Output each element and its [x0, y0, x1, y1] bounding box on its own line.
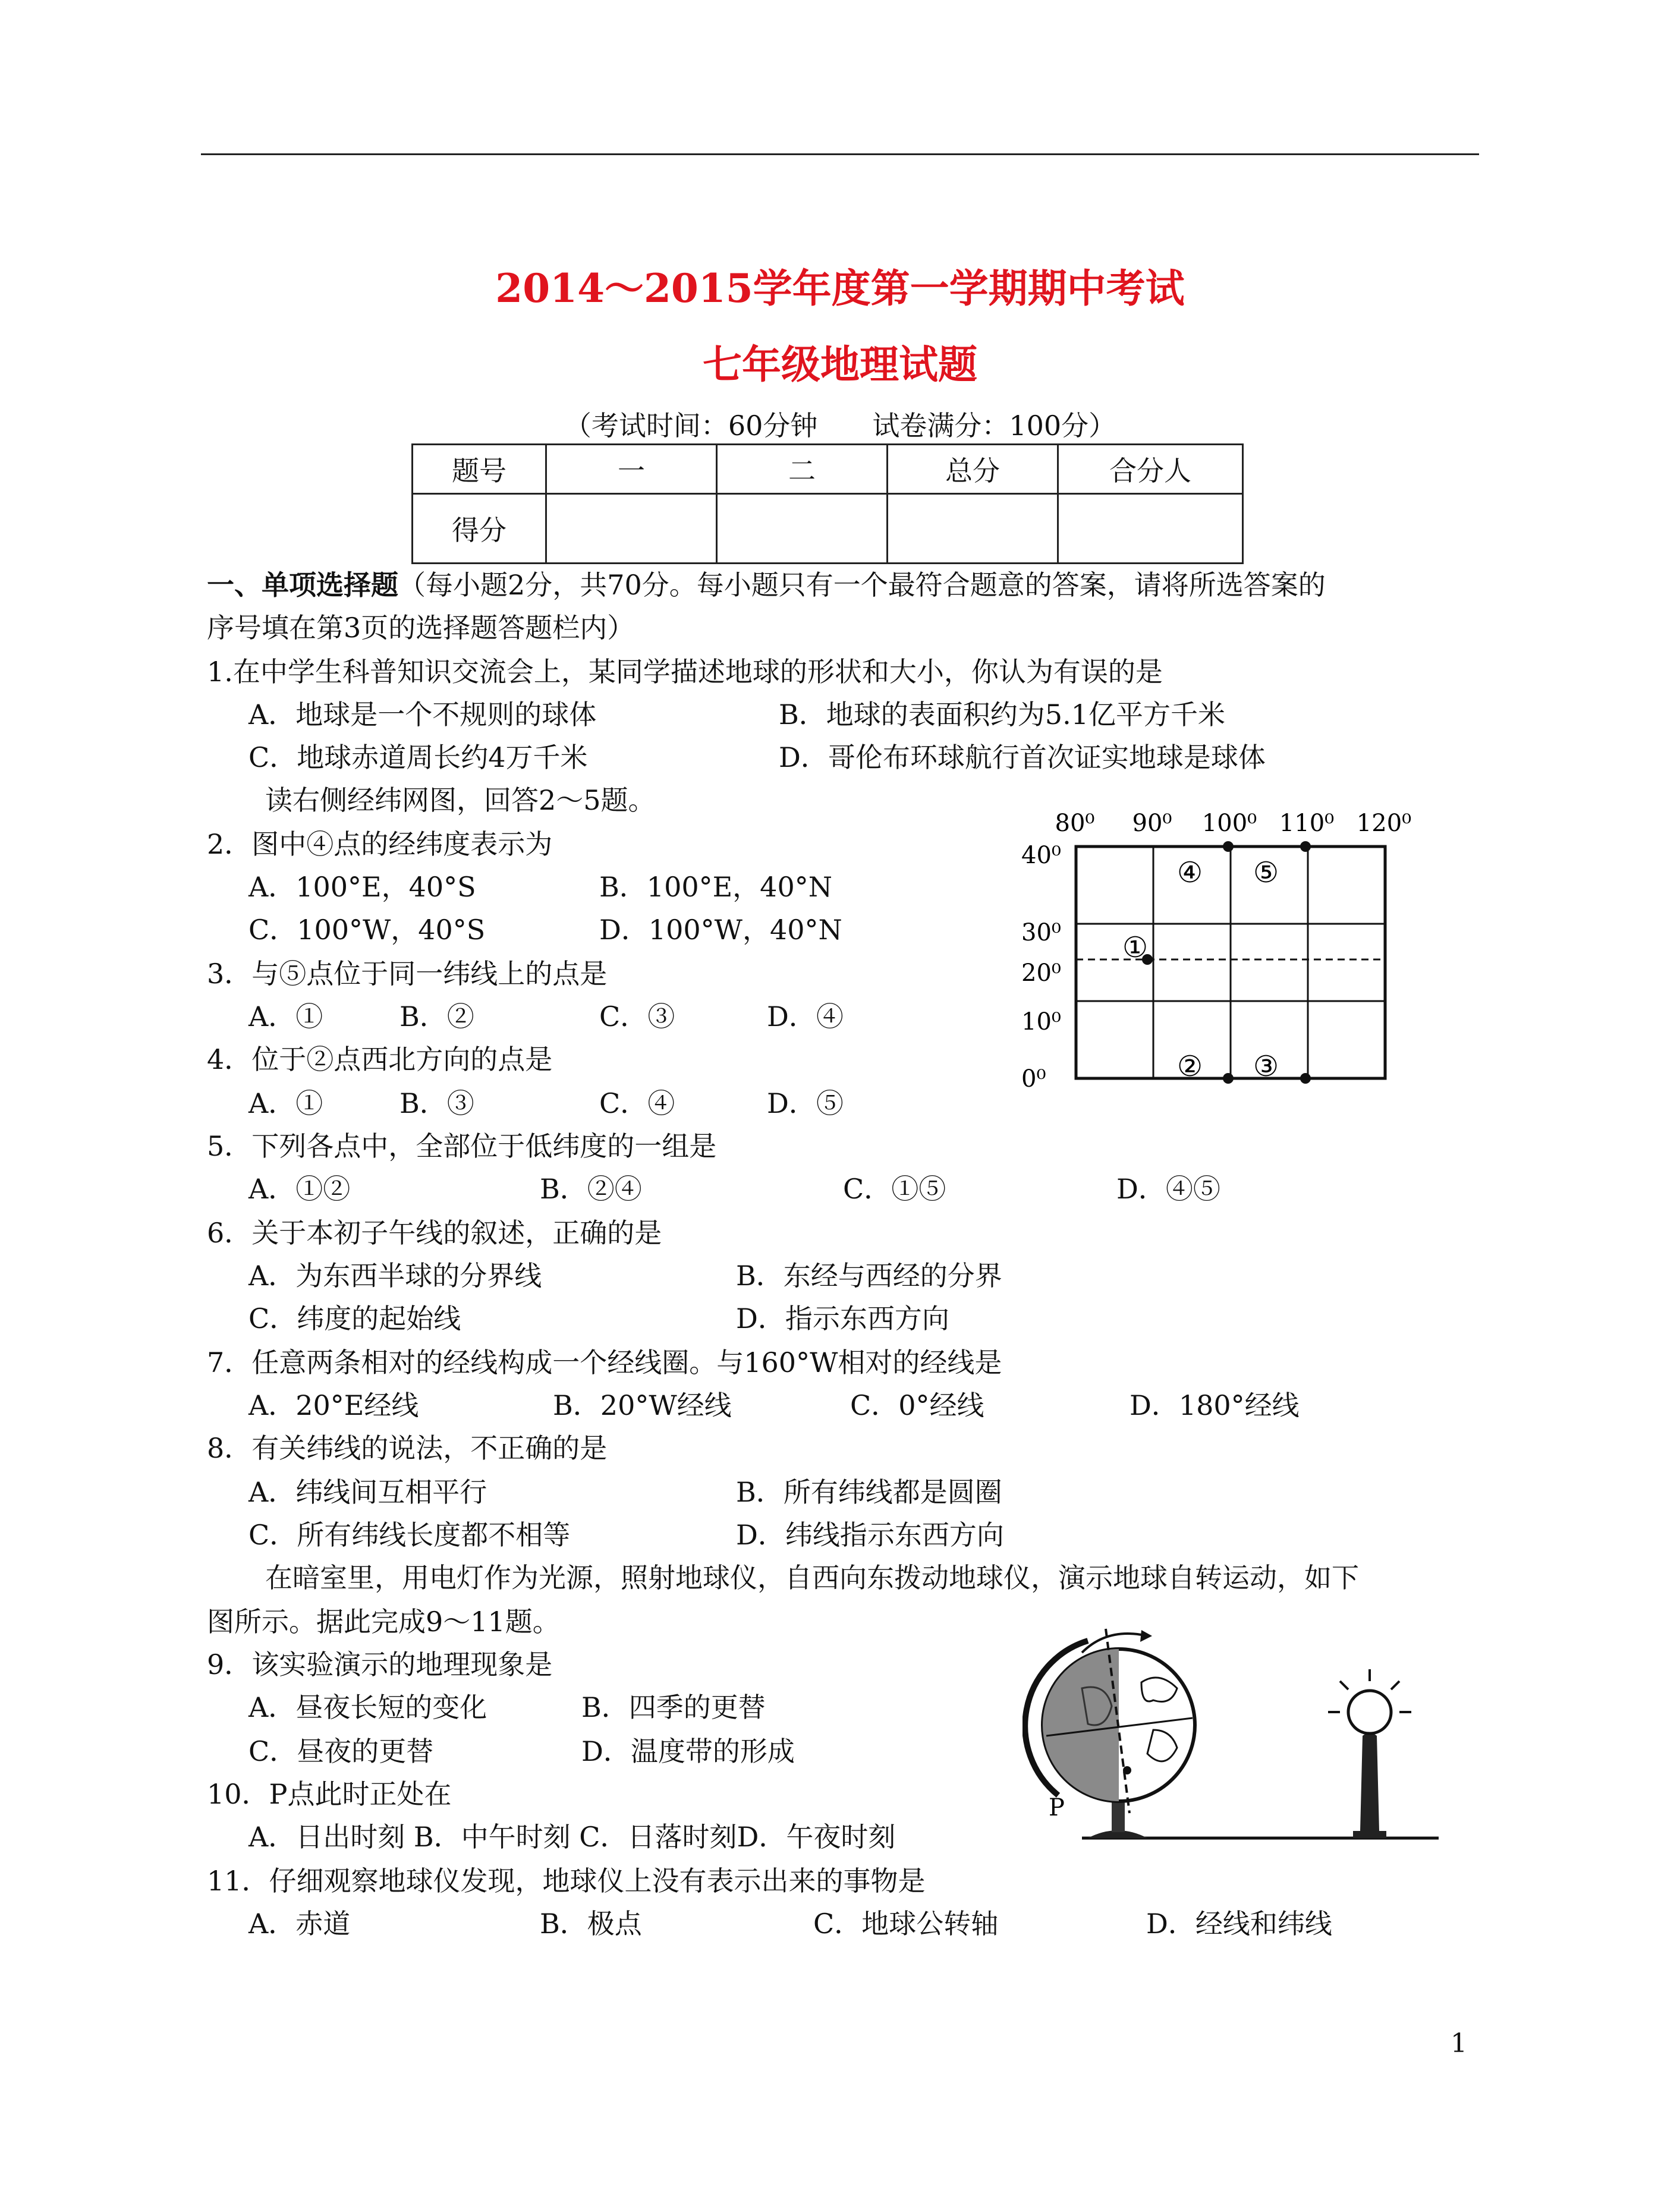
globe-intro-2: 图所示。据此完成9～11题。	[207, 1606, 560, 1638]
q11-option-d: D．经线和纬线	[1146, 1908, 1332, 1940]
score-header: 题号	[413, 445, 546, 494]
q2-option-a: A．100°E，40°S	[248, 871, 476, 903]
q7-option-c: C．0°经线	[850, 1389, 984, 1421]
q3-option-c: C．③	[599, 1000, 675, 1033]
q5-option-c: C．①⑤	[843, 1173, 946, 1205]
grid-dot-4	[1223, 841, 1234, 852]
q11-option-a: A．赤道	[248, 1908, 351, 1940]
section-instructions	[207, 567, 1326, 603]
lat-label: 40⁰	[1021, 842, 1061, 869]
light-bulb-icon	[1348, 1691, 1391, 1733]
score-cell	[888, 494, 1058, 564]
q1-stem: 1.在中学生科普知识交流会上，某同学描述地球的形状和大小，你认为有误的是	[207, 656, 1163, 688]
p-label: P	[1049, 1794, 1065, 1821]
q9-option-a: A．昼夜长短的变化	[248, 1691, 487, 1723]
score-header: 一	[546, 445, 717, 494]
exam-info: （考试时间：60分钟 试卷满分：100分）	[564, 410, 1116, 442]
q1-option-b: B．地球的表面积约为5.1亿平方千米	[779, 698, 1225, 731]
q2-option-c: C．100°W，40°S	[248, 914, 486, 946]
q7-option-d: D．180°经线	[1130, 1389, 1300, 1421]
q11-option-c: C．地球公转轴	[813, 1908, 999, 1940]
lat-lon-grid-figure	[999, 803, 1439, 1112]
q11-option-b: B．极点	[540, 1908, 642, 1940]
globe-stem	[1112, 1802, 1125, 1832]
q8-stem: 8．有关纬线的说法，不正确的是	[207, 1432, 608, 1464]
q10-stem: 10．P点此时正处在	[207, 1778, 452, 1810]
q7-option-a: A．20°E经线	[248, 1389, 419, 1421]
q5-stem: 5．下列各点中，全部位于低纬度的一组是	[207, 1130, 717, 1162]
section-instr: （每小题2分，共70分。每小题只有一个最符合题意的答案，请将所选答案的	[398, 569, 1326, 601]
q6-option-a: A．为东西半球的分界线	[248, 1260, 542, 1292]
exam-subtitle: 七年级地理试题	[703, 341, 977, 388]
q4-stem: 4．位于②点西北方向的点是	[207, 1043, 553, 1075]
grid-intro: 读右侧经纬网图，回答2～5题。	[265, 784, 656, 816]
q1-option-d: D．哥伦布环球航行首次证实地球是球体	[779, 741, 1266, 773]
score-row-label: 得分	[413, 494, 546, 564]
q3-stem: 3．与⑤点位于同一纬线上的点是	[207, 958, 608, 990]
lat-label: 10⁰	[1021, 1008, 1061, 1036]
q5-option-b: B．②④	[540, 1173, 642, 1205]
point-label-1: ①	[1122, 931, 1149, 964]
q10-options: A．日出时刻 B．中午时刻 C．日落时刻D．午夜时刻	[248, 1821, 896, 1853]
rotation-arrowhead	[1140, 1630, 1152, 1642]
lon-label: 110⁰	[1279, 810, 1335, 837]
q5-option-d: D．④⑤	[1116, 1173, 1220, 1205]
q1-option-a: A．地球是一个不规则的球体	[248, 698, 597, 731]
q6-option-d: D．指示东西方向	[736, 1302, 949, 1335]
lamp-base	[1353, 1831, 1386, 1838]
score-cell	[1058, 494, 1243, 564]
score-header: 总分	[888, 445, 1058, 494]
q8-option-b: B．所有纬线都是圆圈	[736, 1476, 1002, 1508]
q3-option-a: A．①	[248, 1000, 323, 1033]
q8-option-d: D．纬线指示东西方向	[736, 1519, 1004, 1551]
q8-option-a: A．纬线间互相平行	[248, 1476, 487, 1508]
globe-lamp-figure	[1023, 1617, 1451, 1855]
exam-title: 2014～2015学年度第一学期期中考试	[495, 265, 1185, 311]
q9-option-b: B．四季的更替	[581, 1691, 766, 1723]
score-header: 合分人	[1058, 445, 1243, 494]
section-heading: 一、单项选择题	[207, 569, 398, 601]
grid-dot-5	[1300, 841, 1311, 852]
point-label-3: ③	[1253, 1050, 1279, 1083]
q1-option-c: C．地球赤道周长约4万千米	[248, 741, 588, 773]
lon-label: 80⁰	[1055, 810, 1095, 837]
q3-option-d: D．④	[767, 1000, 844, 1033]
grid-dot-2	[1223, 1073, 1234, 1084]
point-label-4: ④	[1177, 856, 1203, 889]
header-rule	[201, 153, 1479, 155]
score-table	[411, 443, 1244, 564]
q9-option-c: C．昼夜的更替	[248, 1735, 434, 1767]
lamp-stand	[1360, 1733, 1379, 1831]
q9-option-d: D．温度带的形成	[581, 1735, 795, 1767]
score-header: 二	[717, 445, 888, 494]
q4-option-d: D．⑤	[767, 1087, 844, 1119]
q6-option-b: B．东经与西经的分界	[736, 1260, 1002, 1292]
q5-option-a: A．①②	[248, 1173, 351, 1205]
q6-option-c: C．纬度的起始线	[248, 1302, 461, 1335]
q4-option-b: B．③	[399, 1087, 474, 1119]
lon-label: 120⁰	[1356, 810, 1412, 837]
globe-intro: 在暗室里，用电灯作为光源，照射地球仪，自西向东拨动地球仪，演示地球自转运动，如下	[265, 1562, 1359, 1594]
score-cell	[546, 494, 717, 564]
q8-option-c: C．所有纬线长度都不相等	[248, 1519, 571, 1551]
q2-option-b: B．100°E，40°N	[599, 871, 832, 903]
lat-label: 20⁰	[1021, 959, 1061, 987]
q7-stem: 7．任意两条相对的经线构成一个经线圈。与160°W相对的经线是	[207, 1346, 1002, 1379]
q3-option-b: B．②	[399, 1000, 474, 1033]
q9-stem: 9．该实验演示的地理现象是	[207, 1648, 553, 1681]
point-label-5: ⑤	[1253, 856, 1279, 889]
globe-night-side	[1043, 1649, 1119, 1801]
q7-option-b: B．20°W经线	[553, 1389, 732, 1421]
q6-stem: 6．关于本初子午线的叙述，正确的是	[207, 1217, 662, 1249]
lat-label: 30⁰	[1021, 919, 1061, 946]
p-point	[1123, 1766, 1131, 1774]
lon-label: 100⁰	[1201, 810, 1257, 837]
q11-stem: 11．仔细观察地球仪发现，地球仪上没有表示出来的事物是	[207, 1865, 926, 1897]
q2-stem: 2．图中④点的经纬度表示为	[207, 828, 553, 860]
point-label-2: ②	[1177, 1050, 1203, 1083]
grid-dot-3	[1300, 1073, 1311, 1084]
score-cell	[717, 494, 888, 564]
page-number: 1	[1451, 2028, 1467, 2059]
q4-option-c: C．④	[599, 1087, 675, 1119]
section-instr-2: 序号填在第3页的选择题答题栏内）	[207, 612, 635, 644]
lat-label: 0⁰	[1021, 1065, 1046, 1093]
lon-label: 90⁰	[1132, 810, 1172, 837]
q2-option-d: D．100°W，40°N	[599, 914, 842, 946]
q4-option-a: A．①	[248, 1087, 323, 1119]
